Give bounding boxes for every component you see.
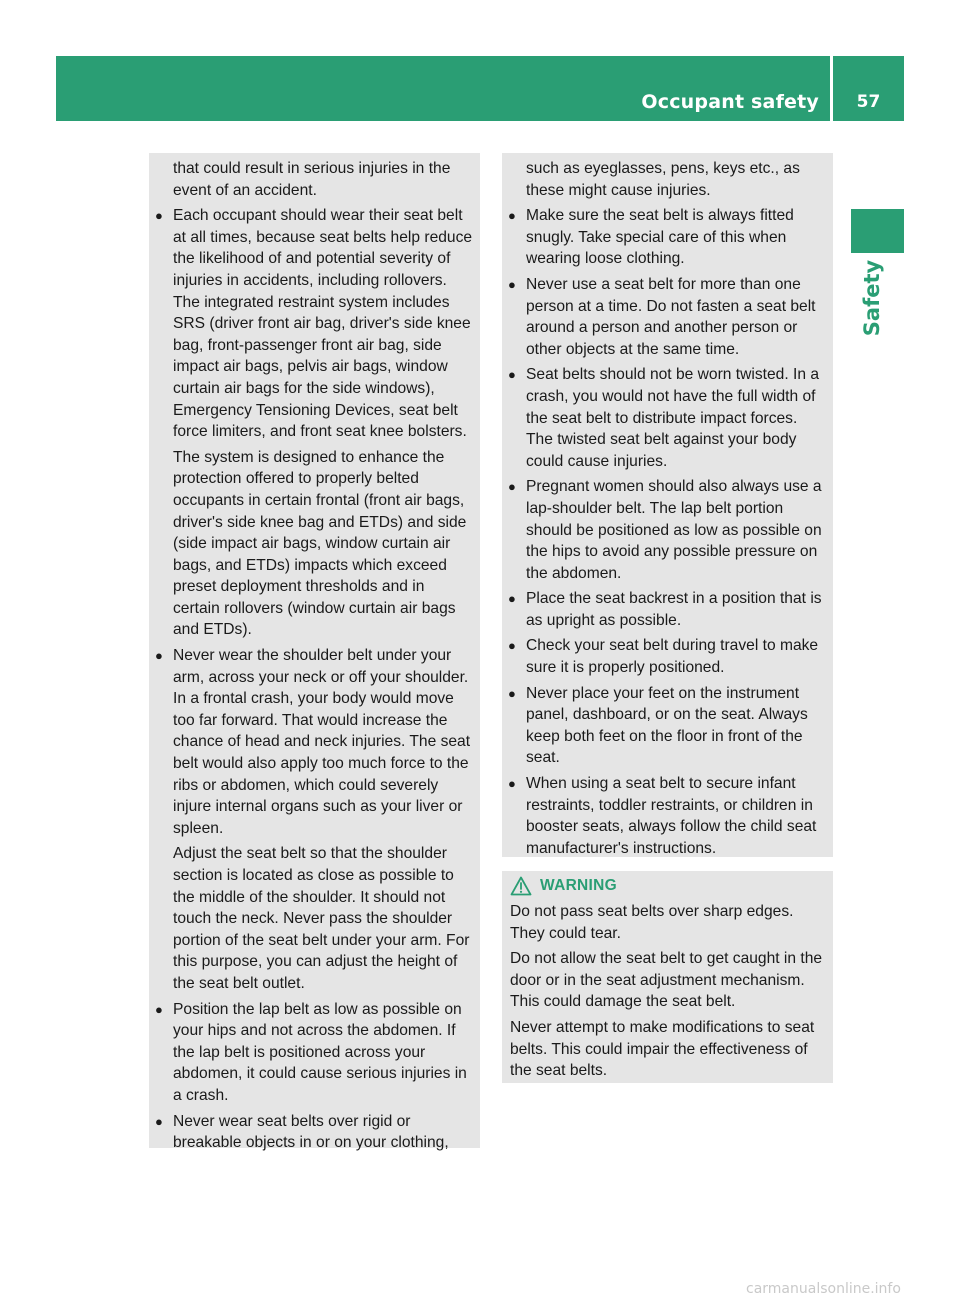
bullet-text: Never wear the shoulder belt under your arm, across your neck or off your shoulder. In a frontal crash, your body would move too far forward. That would increase the chance of head and neck injuries. The seat belt would also apply too much force to the ribs or abdomen, which could severely injure internal organs such as your liver or spleen. bbox=[173, 647, 471, 837]
bullet-item bbox=[506, 773, 828, 859]
bullet-item bbox=[506, 635, 828, 678]
warning-triangle-icon bbox=[510, 876, 532, 896]
left-column-content bbox=[153, 158, 475, 1158]
bullet-text: Pregnant women should also always use a lap-shoulder belt. The lap belt portion should be positioned as low as possible on the hips to avoid any possible pressure on the abdomen. bbox=[526, 478, 822, 582]
bullet-icon: ● bbox=[155, 1113, 163, 1129]
bullet-icon: ● bbox=[508, 479, 516, 495]
bullet-text: Never wear seat belts over rigid or breakable objects in or on your clothing, bbox=[173, 1112, 449, 1152]
warning-paragraph: Do not pass seat belts over sharp edges. They could tear. bbox=[510, 903, 794, 942]
bullet-item bbox=[153, 999, 475, 1107]
bullet-item bbox=[506, 683, 828, 769]
section-title: Occupant safety bbox=[641, 91, 819, 113]
paragraph: The system is designed to enhance the protection offered to properly belted occupants in certain frontal (front air bags, driver's side knee bag and ETDs) and side (side impact air bags, window curtain air bags, and ETDs) impacts which exceed preset deployment thresholds and in certain rollovers (window curtain air bags and ETDs). bbox=[173, 448, 467, 639]
bullet-text: Seat belts should not be worn twisted. In a crash, you would not have the full width of the seat belt to distribute impact forces. The twisted seat belt against your body could cause injuries. bbox=[526, 366, 819, 470]
header-bar bbox=[56, 56, 904, 121]
bullet-icon: ● bbox=[508, 276, 516, 292]
bullet-icon: ● bbox=[508, 367, 516, 383]
bullet-icon: ● bbox=[508, 638, 516, 654]
bullet-text: Check your seat belt during travel to make sure it is properly positioned. bbox=[526, 637, 819, 677]
warning-paragraph: Do not allow the seat belt to get caught in the door or in the seat adjustment mechanism. This could damage the seat belt. bbox=[510, 950, 823, 1011]
right-column-content bbox=[506, 158, 828, 863]
bullet-text: When using a seat belt to secure infant restraints, toddler restraints, or children in booster seats, always follow the child seat manufacturer's instructions. bbox=[526, 775, 817, 857]
bullet-icon: ● bbox=[155, 208, 163, 224]
footer-watermark: carmanualsonline.info bbox=[746, 1281, 901, 1297]
bullet-text: Never use a seat belt for more than one person at a time. Do not fasten a seat belt around a person and another person or other objects at the same time. bbox=[526, 275, 816, 358]
warning-header bbox=[510, 875, 828, 897]
bullet-item bbox=[506, 205, 828, 270]
page-number: 57 bbox=[856, 92, 881, 112]
bullet-item bbox=[506, 588, 828, 631]
bullet-text: Place the seat backrest in a position that is as upright as possible. bbox=[526, 590, 822, 629]
warning-title: WARNING bbox=[540, 877, 618, 895]
bullet-text: Position the lap belt as low as possible on your hips and not across the abdomen. If the lap belt is positioned across your abdomen, it could cause serious injuries in a crash. bbox=[173, 1000, 467, 1104]
bullet-icon: ● bbox=[508, 685, 516, 701]
side-tab-label bbox=[839, 258, 905, 338]
bullet-icon: ● bbox=[508, 776, 516, 792]
bullet-item bbox=[506, 364, 828, 472]
side-tab-marker bbox=[851, 209, 904, 253]
bullet-item bbox=[506, 476, 828, 584]
bullet-icon: ● bbox=[508, 591, 516, 607]
bullet-text: Never place your feet on the instrument panel, dashboard, or on the seat. Always keep both feet on the floor in front of the seat. bbox=[526, 684, 808, 767]
bullet-icon: ● bbox=[155, 648, 163, 664]
paragraph: that could result in serious injuries in the event of an accident. bbox=[173, 160, 451, 199]
bullet-item bbox=[153, 1111, 475, 1154]
paragraph: Adjust the seat belt so that the shoulder section is located as close as possible to the middle of the shoulder. It should not touch the neck. Never pass the shoulder portion of the seat belt under your arm. For this purpose, you can adjust the height of the seat belt outlet. bbox=[173, 845, 470, 992]
bullet-item bbox=[506, 274, 828, 360]
bullet-item bbox=[153, 645, 475, 839]
bullet-icon: ● bbox=[508, 208, 516, 224]
bullet-item bbox=[153, 205, 475, 443]
warning-notice bbox=[510, 875, 828, 1086]
bullet-text: Make sure the seat belt is always fitted snugly. Take special care of this when wearing loose clothing. bbox=[526, 207, 794, 268]
warning-paragraph: Never attempt to make modifications to seat belts. This could impair the effectiveness of the seat belts. bbox=[510, 1018, 815, 1080]
paragraph: such as eyeglasses, pens, keys etc., as these might cause injuries. bbox=[526, 160, 800, 199]
bullet-icon: ● bbox=[155, 1001, 163, 1017]
side-tab-label-text: Safety bbox=[860, 259, 884, 337]
bullet-text: Each occupant should wear their seat belt at all times, because seat belts help reduce the likelihood of and potential severity of injuries in accidents, including rollovers. The integrated restraint system includes SRS (driver front air bag, driver's side knee bag, front-passenger front air bag, side impact air bags, pelvis air bags, window curtain air bags for the side windows), Emergency Tensioning Devices, seat belt force limiters, and front seat knee bolsters. bbox=[173, 207, 473, 441]
